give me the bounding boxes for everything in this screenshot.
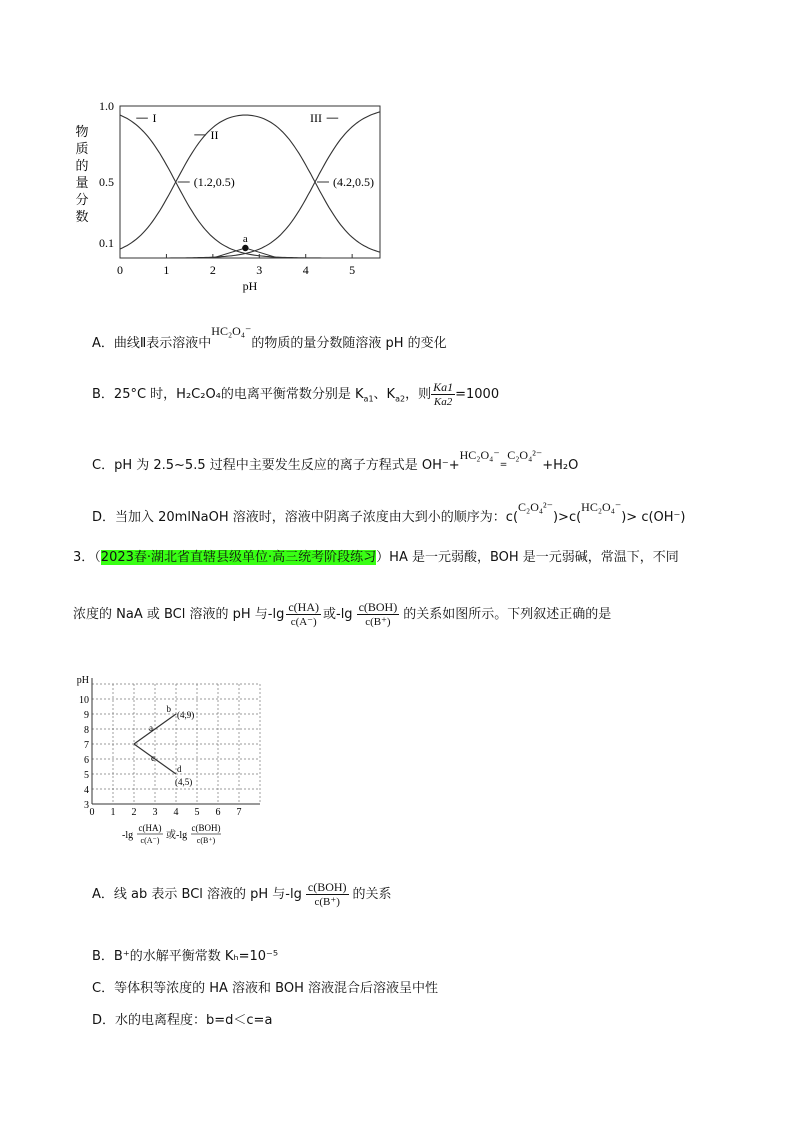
q2-option-b[interactable]: [92, 380, 499, 409]
q2-option-a-formula: HC₂O₄⁻: [211, 324, 252, 338]
annotation-1: (1.2,0.5): [193, 175, 235, 189]
q2-option-b-num: Ka1: [433, 380, 454, 394]
y-tick-label: 5: [84, 770, 89, 781]
q3-paren-close: ）: [376, 550, 390, 565]
q3-stem-text1: HA 是一元弱酸，BOH 是一元弱碱，常温下，不同: [389, 550, 679, 565]
y-tick-label: 4: [84, 785, 89, 796]
q3-stem-fraction1: [286, 600, 321, 629]
y-tick-label: 6: [84, 755, 89, 766]
q2-option-d-f2: HC₂O₄⁻: [581, 500, 622, 514]
y-axis-label-char: 分: [75, 192, 89, 207]
q3-option-a-fraction: [306, 880, 349, 909]
q3-frac1-den: c(A⁻): [290, 616, 317, 628]
y-axis-label-char: 的: [75, 158, 89, 173]
q3-option-a[interactable]: [92, 880, 392, 909]
x-tick-label: 3: [152, 807, 158, 818]
q2-option-a-suffix: 的物质的量分数随溶液 pH 的变化: [251, 336, 447, 351]
x-tick-label: 2: [131, 807, 137, 818]
curve-label-II: II: [210, 127, 219, 142]
q3-frac1-num: c(HA): [288, 600, 319, 614]
q2-option-c-suffix: +H₂O: [542, 458, 579, 473]
q3-option-b[interactable]: B．B⁺的水解平衡常数 Kₕ=10⁻⁵: [92, 949, 279, 964]
q3-stem-line2: [73, 600, 611, 629]
q2-option-d-suffix: )> c(OH⁻): [621, 510, 686, 525]
label-4-9: (4,9): [177, 710, 195, 720]
x-tick-label: 1: [163, 263, 170, 277]
q3-stem-text2b: 的关系如图所示。下列叙述正确的是: [403, 607, 612, 622]
y-tick-label: 1.0: [99, 99, 114, 113]
q3-option-a-num: c(BOH): [307, 880, 347, 894]
label-c: c: [151, 753, 155, 763]
x-tick-label: 4: [302, 263, 309, 277]
q3-frac2-den: c(B⁺): [365, 616, 391, 628]
q3-source-tag[interactable]: 2023春·湖北省直辖县级单位·高三统考阶段练习: [100, 550, 377, 565]
curve-label-I: I: [152, 111, 157, 126]
curve-label-III: III: [309, 111, 322, 126]
x-tick-label: 0: [89, 807, 95, 818]
label-4-5: (4,5): [175, 777, 193, 787]
distribution-chart: [60, 90, 400, 305]
x-caption-or: 或-lg: [166, 830, 188, 841]
q3-option-c[interactable]: C．等体积等浓度的 HA 溶液和 BOH 溶液混合后溶液呈中性: [92, 981, 438, 996]
q2-option-c-formula2: C₂O₄²⁻: [507, 448, 543, 462]
y-axis-label-char: 量: [75, 175, 89, 190]
q2-option-c[interactable]: [92, 448, 579, 476]
q2-option-b-mid: 、K: [373, 387, 396, 402]
x-caption-lg: -lg: [122, 830, 134, 841]
x-tick-label: 1: [110, 807, 116, 818]
x-caption-frac1-den: c(A⁻): [140, 836, 160, 845]
q3-stem-fraction2: [357, 600, 400, 629]
x-tick-label: 3: [256, 263, 263, 277]
y-tick-label: 10: [79, 695, 89, 706]
q2-option-b-fraction: [431, 380, 455, 409]
q2-option-a[interactable]: [92, 324, 447, 353]
x-tick-label: 7: [236, 807, 242, 818]
q2-option-b-then: ，则: [405, 387, 432, 402]
q3-option-a-den: c(B⁺): [314, 896, 340, 908]
q3-stem-text2a: 浓度的 NaA 或 BCl 溶液的 pH 与-lg: [73, 607, 285, 622]
annotation-2: (4.2,0.5): [333, 175, 374, 189]
label-b: b: [166, 704, 171, 714]
point-a: [242, 245, 248, 251]
ph-lg-chart: [70, 672, 270, 854]
q3-frac2-num: c(BOH): [358, 600, 398, 614]
q3-number: 3．: [73, 550, 95, 565]
q2-option-b-prefix: B．25°C 时，H₂C₂O₄的电离平衡常数分别是 K: [92, 387, 364, 402]
q2-option-a-prefix: A．曲线Ⅱ表示溶液中: [92, 336, 212, 351]
x-tick-label: 6: [215, 807, 221, 818]
point-a-label: a: [242, 233, 248, 245]
q2-option-c-eq: =: [499, 460, 508, 470]
label-d: d: [177, 764, 182, 774]
x-caption-frac2-num: c(BOH): [191, 823, 221, 833]
x-tick-label: 0: [117, 263, 123, 277]
q2-option-d-f1: C₂O₄²⁻: [518, 500, 553, 514]
label-a: a: [149, 723, 153, 733]
y-tick-label: 9: [84, 710, 89, 721]
y-tick-label: 8: [84, 725, 89, 736]
y-tick-label: 0.5: [99, 175, 114, 189]
x-tick-label: 5: [349, 263, 356, 277]
q3-or: 或-lg: [323, 607, 353, 622]
x-tick-label: 5: [194, 807, 200, 818]
q3-stem-line1: [73, 549, 679, 567]
q3-option-a-prefix: A．线 ab 表示 BCl 溶液的 pH 与-lg: [92, 887, 302, 902]
x-caption-frac2-den: c(B⁺): [196, 836, 216, 845]
y-tick-label: 3: [84, 800, 89, 811]
q2-option-b-sub2: a2: [395, 394, 406, 404]
q2-option-b-sub1: a1: [363, 394, 374, 404]
y-tick-label: 7: [84, 740, 89, 751]
q3-option-d[interactable]: D．水的电离程度：b=d＜c=a: [92, 1013, 273, 1028]
q2-option-b-den: Ka2: [433, 396, 453, 408]
q2-option-c-prefix: C．pH 为 2.5~5.5 过程中主要发生反应的离子方程式是 OH⁻+: [92, 458, 460, 473]
x-axis-label: pH: [242, 279, 258, 293]
x-tick-label: 4: [173, 807, 179, 818]
q3-option-a-suffix: 的关系: [352, 887, 392, 902]
x-tick-label: 2: [209, 263, 216, 277]
q2-option-d[interactable]: [92, 500, 686, 527]
q2-option-d-prefix: D．当加入 20mlNaOH 溶液时，溶液中阴离子浓度由大到小的顺序为：c(: [92, 510, 519, 525]
y-tick-label: 0.1: [99, 235, 114, 250]
q3-paren-open: （: [94, 550, 101, 565]
y-axis-label-char: 质: [75, 141, 89, 156]
y-axis-label-char: 数: [75, 209, 89, 224]
q2-option-b-suffix: =1000: [455, 387, 500, 402]
x-caption-frac1-num: c(HA): [138, 823, 162, 833]
q2-option-c-formula1: HC₂O₄⁻: [459, 448, 500, 462]
q2-option-d-mid: )>c(: [552, 510, 582, 525]
y-axis-label: pH: [76, 675, 89, 686]
y-axis-label-char: 物: [75, 124, 89, 139]
